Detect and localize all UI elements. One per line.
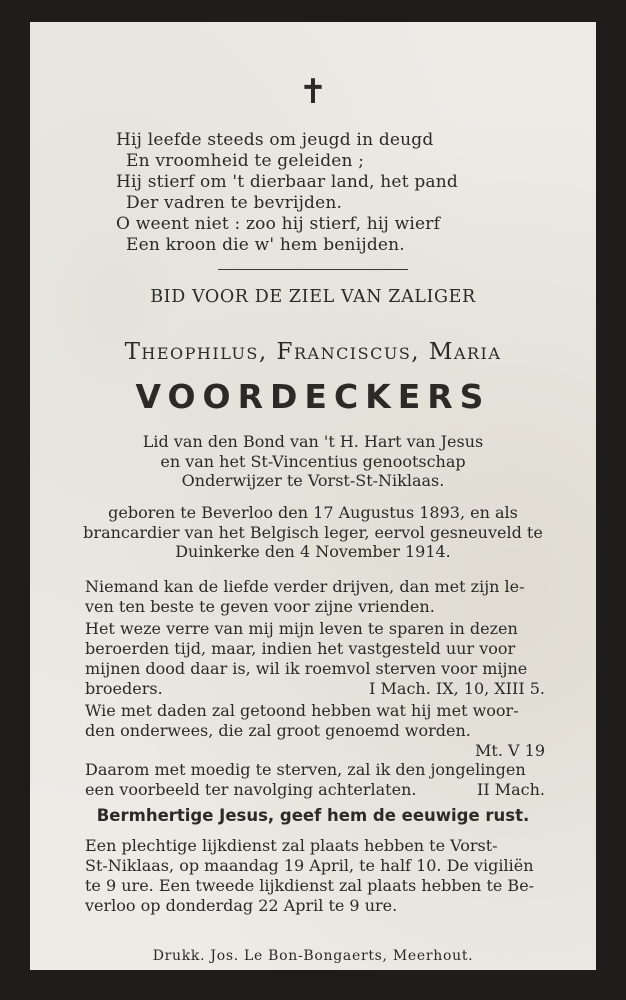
services-line: St-Niklaas, op maandag 19 April, te half 10. De vigiliën bbox=[85, 856, 534, 875]
poem-line: O weent niet : zoo hij stierf, hij wierf bbox=[116, 214, 441, 234]
printer-credit: Drukk. Jos. Le Bon-Bongaerts, Meerhout. bbox=[152, 948, 474, 964]
quote-reference: Mt. V 19 bbox=[475, 741, 545, 760]
quote-line: beroerden tijd, maar, indien het vastgesteld uur voor bbox=[85, 639, 516, 658]
quote-line: Daarom met moedig te sterven, zal ik den jongelingen bbox=[85, 760, 526, 779]
surname: VOORDECKERS bbox=[135, 377, 491, 416]
poem-line: Der vadren te bevrijden. bbox=[126, 193, 343, 213]
affiliation bbox=[30, 432, 596, 491]
quote-line: mijnen dood daar is, wil ik roemvol sterven voor mijne bbox=[85, 659, 528, 678]
services-line: Een plechtige lijkdienst zal plaats hebben te Vorst- bbox=[85, 836, 498, 855]
prayer: Bermhertige Jesus, geef hem de eeuwige rust. bbox=[96, 806, 530, 825]
quote-line: den onderwees, die zal groot genoemd worden. bbox=[85, 721, 471, 740]
birth-death bbox=[30, 503, 596, 562]
services-line: verloo op donderdag 22 April te 9 ure. bbox=[85, 896, 398, 915]
poem-line: Hij leefde steeds om jeugd in deugd bbox=[116, 130, 434, 150]
cross-icon: ✝ bbox=[298, 72, 328, 112]
affiliation-line: en van het St-Vincentius genootschap bbox=[160, 451, 466, 471]
quote-1 bbox=[85, 577, 545, 617]
poem-line: En vroomheid te geleiden ; bbox=[126, 151, 365, 171]
quote-2 bbox=[85, 619, 545, 699]
poem-line: Een kroon die w' hem benijden. bbox=[126, 235, 405, 255]
quote-line: Het weze verre van mij mijn leven te sparen in dezen bbox=[85, 619, 518, 638]
quote-reference: II Mach. bbox=[477, 780, 545, 799]
affiliation-line: Onderwijzer te Vorst-St-Niklaas. bbox=[181, 471, 445, 490]
services-line: te 9 ure. Een tweede lijkdienst zal plaats hebben te Be- bbox=[85, 876, 535, 895]
birth-death-line: geboren te Beverloo den 17 Augustus 1893, en als bbox=[108, 503, 518, 522]
quote-line: een voorbeeld ter navolging achterlaten. bbox=[85, 780, 417, 799]
birth-death-line: Duinkerke den 4 November 1914. bbox=[175, 542, 451, 561]
quote-line: Wie met daden zal getoond hebben wat hij met woor- bbox=[85, 701, 519, 720]
poem bbox=[116, 130, 536, 256]
quote-reference: I Mach. IX, 10, XIII 5. bbox=[369, 679, 545, 698]
quote-line: ven ten beste te geven voor zijne vrienden. bbox=[85, 597, 435, 616]
birth-death-line: brancardier van het Belgisch leger, eervol gesneuveld te bbox=[83, 522, 543, 542]
poem-line: Hij stierf om 't dierbaar land, het pand bbox=[116, 172, 458, 192]
heading: BID VOOR DE ZIEL VAN ZALIGER bbox=[150, 287, 476, 307]
quote-last-row bbox=[85, 780, 545, 800]
services bbox=[85, 836, 545, 916]
quote-line: broeders. bbox=[85, 679, 163, 698]
quote-last-row bbox=[85, 679, 545, 699]
affiliation-line: Lid van den Bond van 't H. Hart van Jesus bbox=[142, 432, 484, 451]
quote-line: Niemand kan de liefde verder drijven, dan met zijn le- bbox=[85, 577, 525, 596]
memorial-card bbox=[30, 22, 596, 970]
quote-4 bbox=[85, 760, 545, 800]
given-names: Theophilus, Franciscus, Maria bbox=[124, 339, 502, 365]
quote-3 bbox=[85, 701, 545, 761]
divider bbox=[218, 269, 408, 270]
